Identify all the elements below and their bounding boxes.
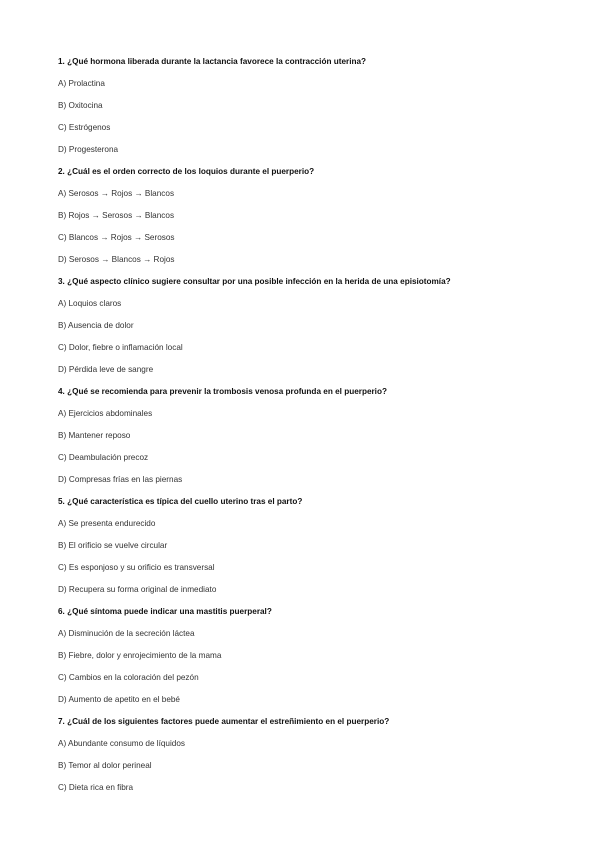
answer-option: C) Estrógenos bbox=[58, 123, 111, 132]
answer-option: C) Dieta rica en fibra bbox=[58, 783, 134, 792]
question-5 bbox=[58, 495, 558, 605]
answer-option: C) Dolor, fiebre o inflamación local bbox=[58, 343, 183, 352]
answer-option: D) Compresas frías en las piernas bbox=[58, 475, 183, 484]
answer-option: B) Temor al dolor perineal bbox=[58, 761, 152, 770]
answer-option: A) Se presenta endurecido bbox=[58, 519, 156, 528]
question-4 bbox=[58, 385, 558, 495]
answer-option: A) Abundante consumo de líquidos bbox=[58, 739, 185, 748]
answer-option: C) Es esponjoso y su orificio es transversal bbox=[58, 563, 215, 572]
answer-option: B) Rojos → Serosos → Blancos bbox=[58, 211, 175, 220]
answer-option: D) Recupera su forma original de inmediato bbox=[58, 585, 217, 594]
question-2 bbox=[58, 165, 558, 275]
question-title: 1. ¿Qué hormona liberada durante la lactancia favorece la contracción uterina? bbox=[58, 57, 367, 66]
answer-option: B) Ausencia de dolor bbox=[58, 321, 134, 330]
question-1 bbox=[58, 55, 558, 165]
question-title: 5. ¿Qué característica es típica del cuello uterino tras el parto? bbox=[58, 497, 303, 506]
answer-option: A) Loquios claros bbox=[58, 299, 122, 308]
question-title: 2. ¿Cuál es el orden correcto de los loquios durante el puerperio? bbox=[58, 167, 315, 176]
answer-option: B) Fiebre, dolor y enrojecimiento de la mama bbox=[58, 651, 222, 660]
answer-option: B) El orificio se vuelve circular bbox=[58, 541, 168, 550]
answer-option: D) Aumento de apetito en el bebé bbox=[58, 695, 180, 704]
question-7 bbox=[58, 715, 558, 803]
answer-option: A) Serosos → Rojos → Blancos bbox=[58, 189, 175, 198]
answer-option: C) Blancos → Rojos → Serosos bbox=[58, 233, 175, 242]
quiz-page bbox=[58, 55, 558, 803]
question-title: 7. ¿Cuál de los siguientes factores puede aumentar el estreñimiento en el puerperio? bbox=[58, 717, 390, 726]
answer-option: B) Oxitocina bbox=[58, 101, 103, 110]
answer-option: D) Progesterona bbox=[58, 145, 119, 154]
answer-option: A) Prolactina bbox=[58, 79, 105, 88]
answer-option: C) Cambios en la coloración del pezón bbox=[58, 673, 199, 682]
question-3 bbox=[58, 275, 558, 385]
question-title: 6. ¿Qué síntoma puede indicar una mastitis puerperal? bbox=[58, 607, 272, 616]
answer-option: D) Serosos → Blancos → Rojos bbox=[58, 255, 175, 264]
answer-option: B) Mantener reposo bbox=[58, 431, 131, 440]
answer-option: A) Ejercicios abdominales bbox=[58, 409, 153, 418]
answer-option: C) Deambulación precoz bbox=[58, 453, 149, 462]
answer-option: D) Pérdida leve de sangre bbox=[58, 365, 154, 374]
question-title: 3. ¿Qué aspecto clínico sugiere consultar por una posible infección en la herida de una episiotomía? bbox=[58, 277, 451, 286]
question-title: 4. ¿Qué se recomienda para prevenir la trombosis venosa profunda en el puerperio? bbox=[58, 387, 387, 396]
question-6 bbox=[58, 605, 558, 715]
answer-option: A) Disminución de la secreción láctea bbox=[58, 629, 195, 638]
